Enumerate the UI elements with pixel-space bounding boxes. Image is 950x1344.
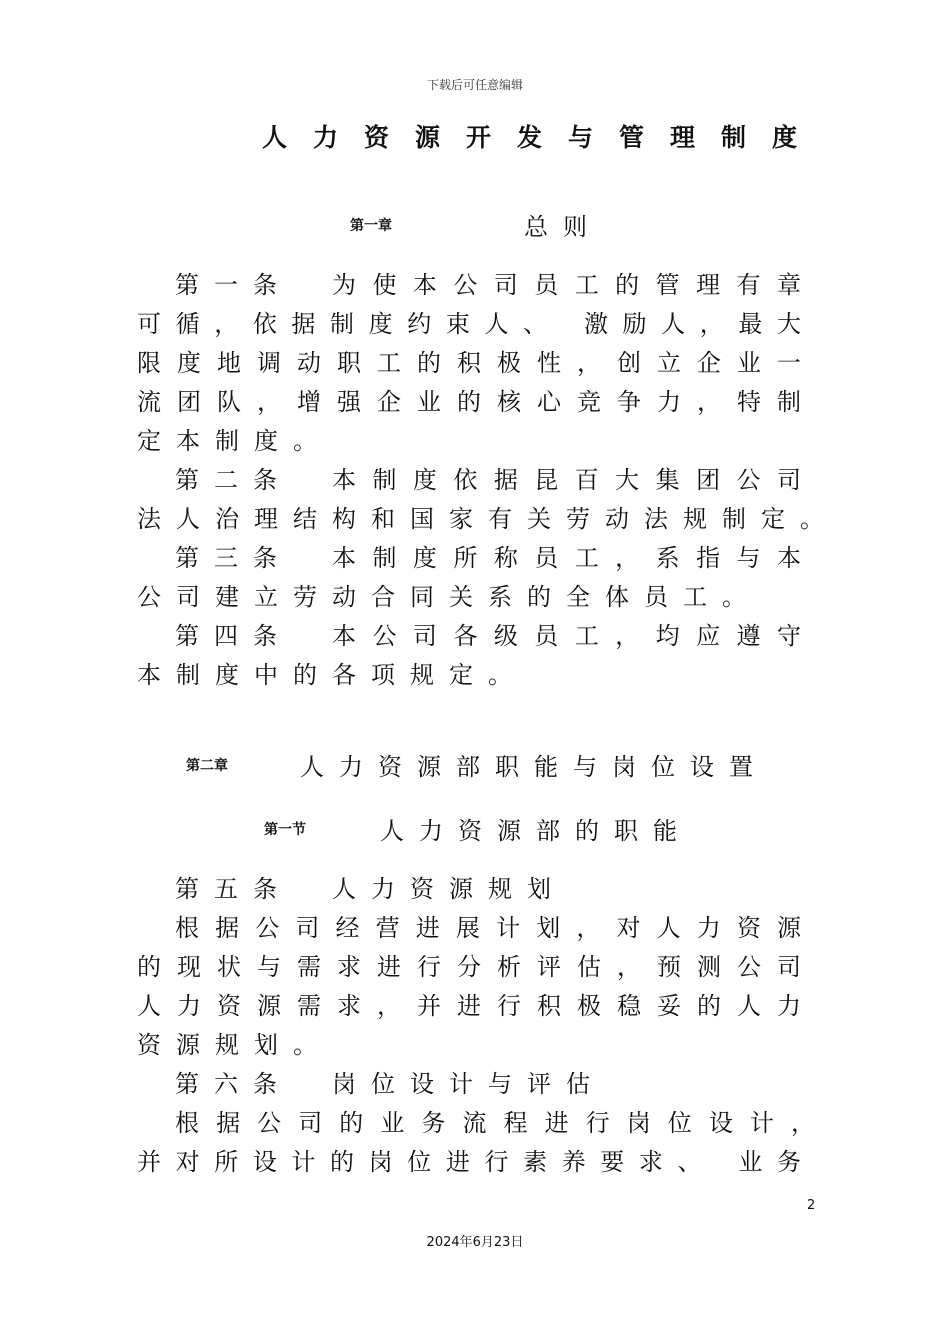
article-label: 第一条 (175, 271, 292, 299)
article-line: 可循，依据制度约束人、 激励人，最大 (137, 310, 801, 338)
document-title: 人力资源开发与管理制度 (262, 123, 824, 152)
page-footer-date: 2024年6月23日 (426, 1235, 524, 1250)
article-label: 第六条 (175, 1070, 292, 1098)
article-line: 根据公司的业务流程进行岗位设计， (175, 1109, 815, 1137)
section-title: 人力资源部的职能 (380, 817, 692, 845)
article-line (175, 539, 801, 578)
article-line: 人力资源需求，并进行积极稳妥的人力 (137, 992, 801, 1020)
article-line (175, 617, 801, 656)
article-title: 岗位设计与评估 (332, 1070, 605, 1098)
article-line (175, 870, 801, 909)
article-line: 法人治理结构和国家有关劳动法规制定。 (137, 505, 839, 533)
article-line: 并对所设计的岗位进行素养要求、 业务 (137, 1148, 801, 1176)
article-text: 本制度依据昆百大集团公司 (332, 466, 801, 494)
article-line: 资源规划。 (137, 1031, 332, 1059)
article-line: 公司建立劳动合同关系的全体员工。 (137, 583, 761, 611)
article-label: 第二条 (175, 466, 292, 494)
article-label: 第五条 (175, 875, 292, 903)
chapter-title: 总则 (524, 213, 602, 241)
page-header: 下载后可任意编辑 (426, 78, 523, 92)
article-line: 根据公司经营进展计划，对人力资源 (175, 914, 801, 942)
chapter-title: 人力资源部职能与岗位设置 (300, 753, 768, 781)
article-line: 的现状与需求进行分析评估，预测公司 (137, 953, 801, 981)
article-text: 本制度所称员工，系指与本 (332, 544, 801, 572)
chapter-label: 第二章 (186, 758, 228, 774)
article-label: 第三条 (175, 544, 292, 572)
article-text: 本公司各级员工，均应遵守 (332, 622, 801, 650)
page-number: 2 (807, 1198, 816, 1213)
article-label: 第四条 (175, 622, 292, 650)
article-line (175, 461, 801, 500)
article-line: 本制度中的各项规定。 (137, 661, 527, 689)
article-line: 定本制度。 (137, 427, 332, 455)
article-line: 流团队，增强企业的核心竞争力，特制 (137, 388, 801, 416)
article-text: 为使本公司员工的管理有章 (332, 271, 801, 299)
article-line (175, 266, 801, 305)
article-line: 限度地调动职工的积极性，创立企业一 (137, 349, 801, 377)
article-title: 人力资源规划 (332, 875, 566, 903)
section-label: 第一节 (264, 822, 306, 838)
article-line (175, 1065, 801, 1104)
chapter-label: 第一章 (350, 218, 392, 234)
